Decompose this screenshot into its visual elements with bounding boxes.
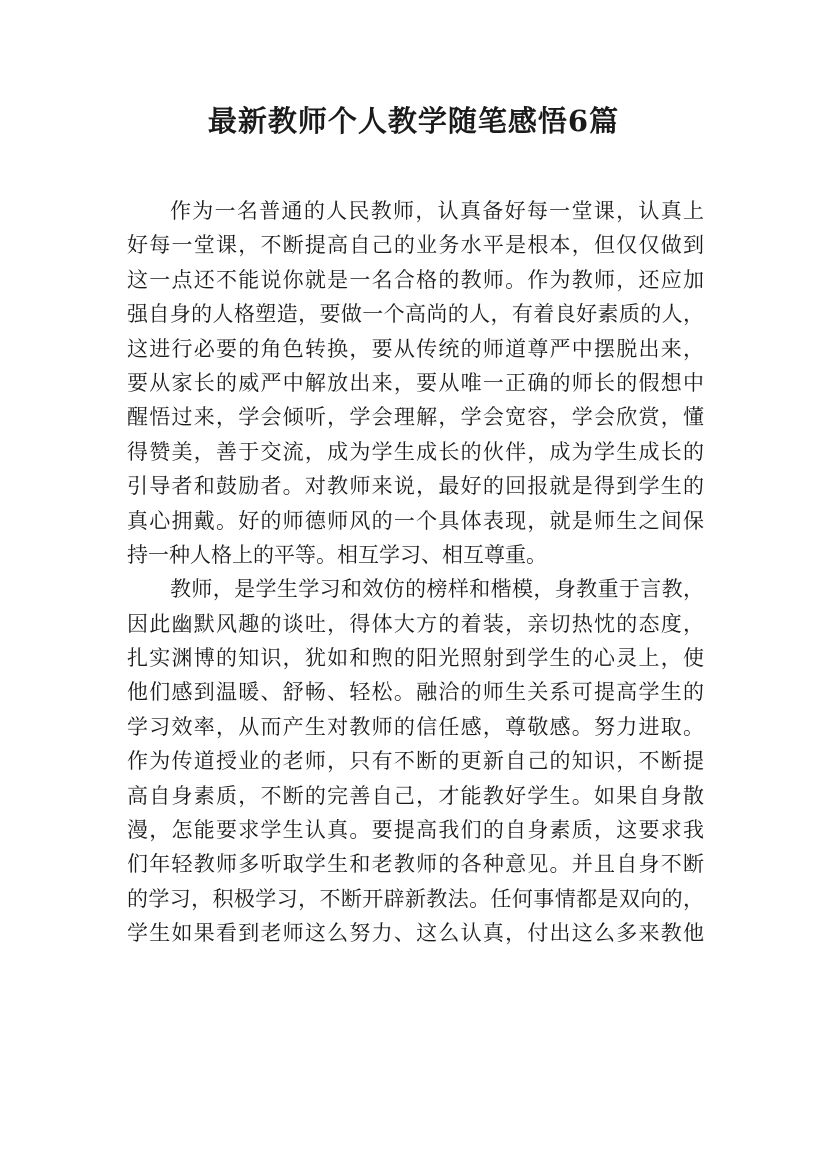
text-line: 他们感到温暖、舒畅、轻松。融洽的师生关系可提高学生的	[127, 680, 704, 705]
text-line: 漫，怎能要求学生认真。要提高我们的自身素质，这要求我	[127, 818, 704, 843]
paragraph-1	[127, 194, 704, 572]
text-line: 高自身素质，不断的完善自己，才能教好学生。如果自身散	[127, 783, 704, 808]
text-line: 强自身的人格塑造，要做一个高尚的人，有着良好素质的人，	[127, 302, 704, 327]
text-line: 得赞美，善于交流，成为学生成长的伙伴，成为学生成长的	[127, 439, 704, 464]
document-body	[127, 194, 704, 951]
text-line: 学习效率，从而产生对教师的信任感，尊敬感。努力进取。	[127, 714, 704, 739]
text-line: 真心拥戴。好的师德师风的一个具体表现，就是师生之间保	[127, 508, 704, 533]
text-line: 教师，是学生学习和效仿的榜样和楷模，身教重于言教，	[170, 577, 704, 602]
paragraph-2	[127, 572, 704, 950]
text-line: 要从家长的威严中解放出来，要从唯一正确的师长的假想中	[127, 370, 704, 395]
text-line: 作为传道授业的老师，只有不断的更新自己的知识，不断提	[127, 749, 704, 774]
text-line: 们年轻教师多听取学生和老教师的各种意见。并且自身不断	[127, 852, 704, 877]
text-line: 的学习，积极学习，不断开辟新教法。任何事情都是双向的，	[127, 886, 704, 911]
text-line: 学生如果看到老师这么努力、这么认真，付出这么多来教他	[127, 921, 704, 946]
document-title: 最新教师个人教学随笔感悟6篇	[207, 104, 620, 138]
text-line: 这一点还不能说你就是一名合格的教师。作为教师，还应加	[127, 267, 704, 292]
text-line: 引导者和鼓励者。对教师来说，最好的回报就是得到学生的	[127, 474, 704, 499]
text-line: 持一种人格上的平等。相互学习、相互尊重。	[127, 542, 547, 567]
text-line: 醒悟过来，学会倾听，学会理解，学会宽容，学会欣赏，懂	[127, 405, 704, 430]
text-line: 好每一堂课，不断提高自己的业务水平是根本，但仅仅做到	[127, 233, 704, 258]
text-line: 扎实渊博的知识，犹如和煦的阳光照射到学生的心灵上，使	[127, 646, 704, 671]
text-line: 因此幽默风趣的谈吐，得体大方的着装，亲切热忱的态度，	[127, 611, 704, 636]
text-line: 作为一名普通的人民教师，认真备好每一堂课，认真上	[170, 199, 704, 223]
text-line: 这进行必要的角色转换，要从传统的师道尊严中摆脱出来，	[127, 336, 704, 361]
